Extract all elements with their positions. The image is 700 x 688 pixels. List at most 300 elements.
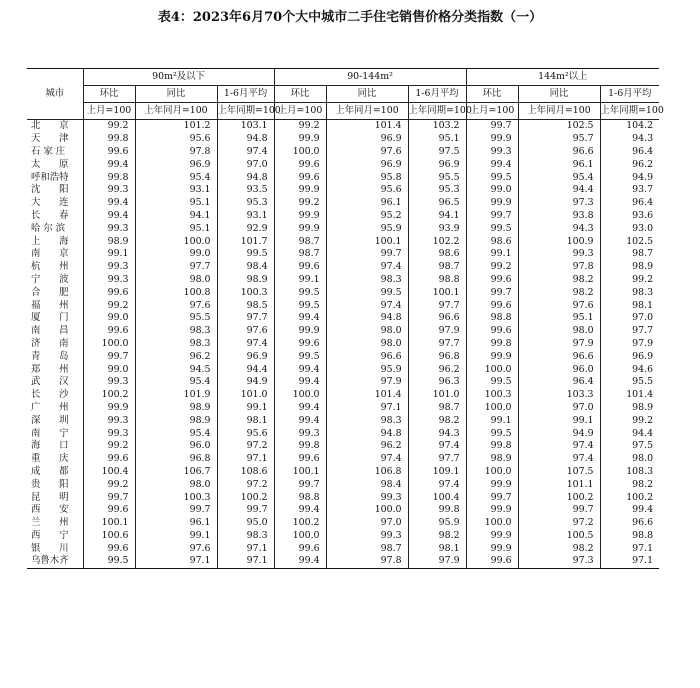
index-value: 98.6 bbox=[466, 235, 518, 248]
index-value: 96.9 bbox=[408, 158, 466, 171]
index-value: 99.2 bbox=[274, 197, 326, 210]
index-value: 96.3 bbox=[408, 376, 466, 389]
index-value: 95.5 bbox=[135, 312, 217, 325]
index-value: 101.4 bbox=[326, 120, 408, 133]
index-value: 99.3 bbox=[326, 530, 408, 543]
index-value: 94.3 bbox=[518, 222, 600, 235]
index-value: 98.7 bbox=[600, 248, 659, 261]
index-value: 96.2 bbox=[408, 363, 466, 376]
index-value: 97.1 bbox=[135, 555, 217, 568]
index-value: 99.0 bbox=[83, 312, 135, 325]
city-name: 合 肥 bbox=[31, 286, 69, 298]
index-value: 97.5 bbox=[408, 146, 466, 159]
index-value: 98.9 bbox=[83, 235, 135, 248]
index-value: 99.1 bbox=[466, 248, 518, 261]
table-row bbox=[27, 312, 659, 325]
city-name: 成 都 bbox=[31, 465, 69, 477]
index-value: 106.8 bbox=[326, 466, 408, 479]
table-row bbox=[27, 158, 659, 171]
index-value: 94.8 bbox=[326, 427, 408, 440]
table-row bbox=[27, 325, 659, 338]
header-base: 上年同月=100 bbox=[326, 103, 408, 120]
city-name: 长 春 bbox=[31, 209, 69, 221]
index-value: 99.9 bbox=[466, 197, 518, 210]
index-value: 97.2 bbox=[217, 478, 274, 491]
table-row bbox=[27, 542, 659, 555]
index-value: 96.4 bbox=[600, 146, 659, 159]
index-value: 98.1 bbox=[408, 542, 466, 555]
table-row bbox=[27, 261, 659, 274]
table-row bbox=[27, 555, 659, 568]
index-value: 97.6 bbox=[518, 299, 600, 312]
header-group-large: 144m²以上 bbox=[466, 69, 659, 86]
header-sub: 1-6月平均 bbox=[217, 86, 274, 103]
index-value: 99.2 bbox=[83, 120, 135, 133]
index-value: 99.6 bbox=[83, 325, 135, 338]
index-value: 108.6 bbox=[217, 466, 274, 479]
city-name: 沈 阳 bbox=[31, 184, 69, 196]
index-value: 99.1 bbox=[518, 414, 600, 427]
index-value: 99.9 bbox=[274, 222, 326, 235]
price-index-table bbox=[27, 68, 664, 569]
index-value: 99.8 bbox=[408, 504, 466, 517]
index-value: 98.6 bbox=[408, 248, 466, 261]
index-value: 98.0 bbox=[326, 338, 408, 351]
table-body bbox=[27, 120, 659, 569]
index-value: 97.6 bbox=[135, 299, 217, 312]
index-value: 99.4 bbox=[274, 414, 326, 427]
table-title: 表4：2023年6月70个大中城市二手住宅销售价格分类指数（一） bbox=[157, 10, 543, 25]
index-value: 99.1 bbox=[466, 414, 518, 427]
index-value: 99.7 bbox=[83, 491, 135, 504]
index-value: 99.9 bbox=[466, 504, 518, 517]
city-name: 呼和浩特 bbox=[31, 171, 69, 183]
index-value: 97.9 bbox=[518, 338, 600, 351]
index-value: 99.9 bbox=[466, 350, 518, 363]
index-value: 97.1 bbox=[326, 402, 408, 415]
index-value: 100.0 bbox=[466, 402, 518, 415]
index-value: 99.6 bbox=[466, 325, 518, 338]
city-name: 杭 州 bbox=[31, 261, 69, 273]
index-value: 98.3 bbox=[326, 274, 408, 287]
header-sub: 1-6月平均 bbox=[408, 86, 466, 103]
index-value: 96.5 bbox=[408, 197, 466, 210]
index-value: 99.4 bbox=[83, 158, 135, 171]
index-value: 100.0 bbox=[326, 504, 408, 517]
index-value: 98.3 bbox=[217, 530, 274, 543]
index-value: 99.0 bbox=[466, 184, 518, 197]
index-value: 95.6 bbox=[135, 133, 217, 146]
index-value: 99.4 bbox=[274, 363, 326, 376]
index-value: 99.8 bbox=[274, 440, 326, 453]
index-value: 99.1 bbox=[83, 248, 135, 261]
index-value: 98.9 bbox=[600, 261, 659, 274]
index-value: 98.3 bbox=[135, 338, 217, 351]
index-value: 99.5 bbox=[466, 427, 518, 440]
index-value: 94.4 bbox=[217, 363, 274, 376]
index-value: 97.7 bbox=[217, 312, 274, 325]
index-value: 103.1 bbox=[217, 120, 274, 133]
index-value: 101.9 bbox=[135, 389, 217, 402]
index-value: 94.6 bbox=[600, 363, 659, 376]
city-name: 贵 阳 bbox=[31, 478, 69, 490]
index-value: 97.2 bbox=[518, 517, 600, 530]
table-row bbox=[27, 453, 659, 466]
table-row bbox=[27, 402, 659, 415]
index-value: 98.7 bbox=[408, 261, 466, 274]
index-value: 97.4 bbox=[408, 478, 466, 491]
index-value: 99.8 bbox=[466, 440, 518, 453]
index-value: 96.6 bbox=[518, 350, 600, 363]
index-value: 99.6 bbox=[466, 299, 518, 312]
index-value: 100.1 bbox=[274, 466, 326, 479]
city-name: 上 海 bbox=[31, 235, 69, 247]
index-value: 97.8 bbox=[518, 261, 600, 274]
city-name: 南 京 bbox=[31, 248, 69, 260]
index-value: 99.4 bbox=[274, 504, 326, 517]
index-value: 98.5 bbox=[217, 299, 274, 312]
index-value: 96.8 bbox=[408, 350, 466, 363]
index-value: 96.9 bbox=[217, 350, 274, 363]
index-value: 97.9 bbox=[326, 376, 408, 389]
index-value: 96.1 bbox=[326, 197, 408, 210]
city-name: 海 口 bbox=[31, 440, 69, 452]
table-row bbox=[27, 466, 659, 479]
index-value: 99.7 bbox=[135, 504, 217, 517]
index-value: 100.0 bbox=[466, 466, 518, 479]
index-value: 99.6 bbox=[83, 146, 135, 159]
index-value: 99.4 bbox=[83, 210, 135, 223]
city-name: 南 昌 bbox=[31, 325, 69, 337]
index-value: 100.0 bbox=[83, 338, 135, 351]
table-row bbox=[27, 376, 659, 389]
index-value: 97.1 bbox=[217, 453, 274, 466]
index-value: 94.1 bbox=[135, 210, 217, 223]
index-value: 94.3 bbox=[600, 133, 659, 146]
index-value: 94.8 bbox=[326, 312, 408, 325]
index-value: 98.2 bbox=[408, 530, 466, 543]
city-name: 兰 州 bbox=[31, 517, 69, 529]
index-value: 96.9 bbox=[600, 350, 659, 363]
index-value: 99.9 bbox=[274, 325, 326, 338]
index-value: 97.8 bbox=[326, 555, 408, 568]
index-value: 93.1 bbox=[135, 184, 217, 197]
index-value: 93.7 bbox=[600, 184, 659, 197]
index-value: 99.9 bbox=[466, 478, 518, 491]
index-value: 100.1 bbox=[408, 286, 466, 299]
city-name: 昆 明 bbox=[31, 491, 69, 503]
index-value: 99.6 bbox=[274, 171, 326, 184]
index-value: 100.0 bbox=[274, 389, 326, 402]
index-value: 97.6 bbox=[326, 146, 408, 159]
index-value: 99.8 bbox=[83, 133, 135, 146]
index-value: 96.6 bbox=[600, 517, 659, 530]
city-name: 重 庆 bbox=[31, 453, 69, 465]
index-value: 101.4 bbox=[600, 389, 659, 402]
index-value: 99.2 bbox=[274, 120, 326, 133]
header-base: 上年同月=100 bbox=[135, 103, 217, 120]
table-row bbox=[27, 350, 659, 363]
index-value: 99.4 bbox=[466, 158, 518, 171]
index-value: 96.2 bbox=[135, 350, 217, 363]
index-value: 97.7 bbox=[135, 261, 217, 274]
table-row bbox=[27, 171, 659, 184]
index-value: 93.9 bbox=[408, 222, 466, 235]
index-value: 99.3 bbox=[83, 414, 135, 427]
city-name: 厦 门 bbox=[31, 312, 69, 324]
index-value: 97.1 bbox=[600, 542, 659, 555]
index-value: 97.0 bbox=[518, 402, 600, 415]
index-value: 99.3 bbox=[83, 376, 135, 389]
index-value: 98.9 bbox=[466, 453, 518, 466]
index-value: 101.0 bbox=[408, 389, 466, 402]
header-group-medium: 90-144m² bbox=[274, 69, 466, 86]
city-name: 广 州 bbox=[31, 401, 69, 413]
index-value: 96.9 bbox=[326, 158, 408, 171]
index-value: 106.7 bbox=[135, 466, 217, 479]
city-name: 宁 波 bbox=[31, 273, 69, 285]
city-name: 北 京 bbox=[31, 120, 69, 132]
index-value: 103.2 bbox=[408, 120, 466, 133]
index-value: 93.0 bbox=[600, 222, 659, 235]
table-row bbox=[27, 197, 659, 210]
index-value: 97.4 bbox=[518, 453, 600, 466]
index-value: 97.4 bbox=[518, 440, 600, 453]
index-value: 98.0 bbox=[518, 325, 600, 338]
index-value: 96.0 bbox=[135, 440, 217, 453]
index-value: 97.1 bbox=[217, 555, 274, 568]
city-name: 西 安 bbox=[31, 504, 69, 516]
index-value: 99.6 bbox=[274, 338, 326, 351]
index-value: 100.2 bbox=[217, 491, 274, 504]
table-row bbox=[27, 427, 659, 440]
index-value: 99.3 bbox=[83, 184, 135, 197]
index-value: 96.6 bbox=[326, 350, 408, 363]
index-value: 99.5 bbox=[274, 299, 326, 312]
index-value: 94.8 bbox=[217, 133, 274, 146]
index-value: 98.9 bbox=[135, 414, 217, 427]
table-row bbox=[27, 363, 659, 376]
index-value: 93.8 bbox=[518, 210, 600, 223]
header-sub: 同比 bbox=[135, 86, 217, 103]
index-value: 98.3 bbox=[600, 286, 659, 299]
header-city: 城市 bbox=[27, 69, 83, 120]
index-value: 102.2 bbox=[408, 235, 466, 248]
index-value: 95.5 bbox=[408, 171, 466, 184]
index-value: 96.4 bbox=[600, 197, 659, 210]
index-value: 100.0 bbox=[135, 235, 217, 248]
index-value: 98.8 bbox=[408, 274, 466, 287]
index-value: 95.4 bbox=[518, 171, 600, 184]
index-value: 99.4 bbox=[600, 504, 659, 517]
table-row bbox=[27, 222, 659, 235]
index-value: 95.2 bbox=[326, 210, 408, 223]
index-value: 99.9 bbox=[83, 402, 135, 415]
index-value: 96.9 bbox=[135, 158, 217, 171]
index-value: 96.1 bbox=[135, 517, 217, 530]
table-row bbox=[27, 389, 659, 402]
index-value: 98.8 bbox=[466, 312, 518, 325]
index-value: 100.0 bbox=[466, 363, 518, 376]
index-value: 99.6 bbox=[466, 274, 518, 287]
index-value: 101.1 bbox=[518, 478, 600, 491]
index-value: 97.9 bbox=[408, 325, 466, 338]
index-value: 101.4 bbox=[326, 389, 408, 402]
index-value: 107.5 bbox=[518, 466, 600, 479]
index-value: 99.6 bbox=[274, 158, 326, 171]
index-value: 99.5 bbox=[274, 350, 326, 363]
index-value: 98.0 bbox=[600, 453, 659, 466]
index-value: 98.9 bbox=[135, 402, 217, 415]
table-row bbox=[27, 274, 659, 287]
index-value: 98.4 bbox=[326, 478, 408, 491]
index-value: 99.9 bbox=[466, 542, 518, 555]
index-value: 99.5 bbox=[466, 222, 518, 235]
index-value: 99.9 bbox=[274, 210, 326, 223]
index-value: 99.1 bbox=[274, 274, 326, 287]
header-base: 上年同期=100 bbox=[600, 103, 659, 120]
city-name: 青 岛 bbox=[31, 350, 69, 362]
index-value: 95.1 bbox=[135, 197, 217, 210]
index-value: 95.1 bbox=[135, 222, 217, 235]
index-value: 95.7 bbox=[518, 133, 600, 146]
index-value: 102.5 bbox=[518, 120, 600, 133]
index-value: 96.8 bbox=[135, 453, 217, 466]
table-row bbox=[27, 184, 659, 197]
index-value: 98.1 bbox=[600, 299, 659, 312]
index-value: 99.2 bbox=[83, 440, 135, 453]
index-value: 99.6 bbox=[274, 453, 326, 466]
header-base: 上月=100 bbox=[83, 103, 135, 120]
index-value: 101.7 bbox=[217, 235, 274, 248]
index-value: 97.9 bbox=[408, 555, 466, 568]
index-value: 95.0 bbox=[217, 517, 274, 530]
index-value: 99.9 bbox=[274, 184, 326, 197]
index-value: 97.8 bbox=[135, 146, 217, 159]
table-row bbox=[27, 286, 659, 299]
index-value: 100.0 bbox=[274, 146, 326, 159]
index-value: 97.7 bbox=[408, 338, 466, 351]
city-name: 武 汉 bbox=[31, 376, 69, 388]
index-value: 94.9 bbox=[518, 427, 600, 440]
index-value: 97.1 bbox=[600, 555, 659, 568]
index-value: 99.1 bbox=[217, 402, 274, 415]
index-value: 100.9 bbox=[518, 235, 600, 248]
table-row bbox=[27, 478, 659, 491]
index-value: 100.3 bbox=[135, 491, 217, 504]
index-value: 100.2 bbox=[274, 517, 326, 530]
index-value: 100.3 bbox=[466, 389, 518, 402]
index-value: 98.9 bbox=[600, 402, 659, 415]
index-value: 99.4 bbox=[274, 376, 326, 389]
index-value: 100.1 bbox=[83, 517, 135, 530]
index-value: 97.7 bbox=[408, 453, 466, 466]
city-name: 石 家 庄 bbox=[31, 145, 66, 157]
index-value: 99.6 bbox=[83, 453, 135, 466]
index-value: 98.2 bbox=[408, 414, 466, 427]
index-value: 97.4 bbox=[326, 299, 408, 312]
header-sub: 同比 bbox=[326, 86, 408, 103]
index-value: 94.3 bbox=[408, 427, 466, 440]
city-name: 天 津 bbox=[31, 133, 69, 145]
index-value: 94.8 bbox=[217, 171, 274, 184]
index-value: 98.0 bbox=[135, 478, 217, 491]
header-sub: 同比 bbox=[518, 86, 600, 103]
index-value: 99.2 bbox=[83, 478, 135, 491]
index-value: 99.7 bbox=[518, 504, 600, 517]
city-name: 郑 州 bbox=[31, 363, 69, 375]
index-value: 95.6 bbox=[217, 427, 274, 440]
table-header bbox=[27, 69, 664, 120]
index-value: 99.7 bbox=[217, 504, 274, 517]
index-value: 99.5 bbox=[326, 286, 408, 299]
index-value: 93.5 bbox=[217, 184, 274, 197]
table-row bbox=[27, 146, 659, 159]
index-value: 109.1 bbox=[408, 466, 466, 479]
index-value: 100.4 bbox=[408, 491, 466, 504]
index-value: 98.0 bbox=[326, 325, 408, 338]
index-value: 96.0 bbox=[518, 363, 600, 376]
index-value: 97.1 bbox=[217, 542, 274, 555]
index-value: 95.3 bbox=[408, 184, 466, 197]
index-value: 99.2 bbox=[600, 274, 659, 287]
index-value: 96.1 bbox=[518, 158, 600, 171]
header-sub: 环比 bbox=[274, 86, 326, 103]
index-value: 99.6 bbox=[83, 542, 135, 555]
index-value: 98.3 bbox=[135, 325, 217, 338]
index-value: 98.2 bbox=[518, 542, 600, 555]
table-row bbox=[27, 517, 659, 530]
index-value: 97.5 bbox=[600, 440, 659, 453]
index-value: 99.5 bbox=[83, 555, 135, 568]
index-value: 108.3 bbox=[600, 466, 659, 479]
index-value: 99.3 bbox=[83, 274, 135, 287]
index-value: 97.3 bbox=[518, 555, 600, 568]
index-value: 99.7 bbox=[83, 350, 135, 363]
index-value: 98.7 bbox=[326, 542, 408, 555]
index-value: 97.0 bbox=[217, 158, 274, 171]
index-value: 99.4 bbox=[274, 402, 326, 415]
index-value: 95.8 bbox=[326, 171, 408, 184]
index-value: 97.4 bbox=[217, 338, 274, 351]
table-row bbox=[27, 235, 659, 248]
index-value: 99.7 bbox=[466, 210, 518, 223]
index-value: 103.3 bbox=[518, 389, 600, 402]
index-value: 99.4 bbox=[83, 197, 135, 210]
index-value: 95.1 bbox=[518, 312, 600, 325]
index-value: 97.3 bbox=[518, 197, 600, 210]
index-value: 100.1 bbox=[326, 235, 408, 248]
index-value: 100.8 bbox=[135, 286, 217, 299]
city-name: 西 宁 bbox=[31, 529, 69, 541]
city-name: 长 沙 bbox=[31, 389, 69, 401]
table-row bbox=[27, 491, 659, 504]
index-value: 99.2 bbox=[600, 414, 659, 427]
index-value: 99.6 bbox=[274, 542, 326, 555]
index-value: 99.7 bbox=[466, 286, 518, 299]
table-row bbox=[27, 440, 659, 453]
index-value: 98.8 bbox=[274, 491, 326, 504]
index-value: 99.3 bbox=[518, 248, 600, 261]
index-value: 95.6 bbox=[326, 184, 408, 197]
index-value: 102.5 bbox=[600, 235, 659, 248]
index-value: 94.1 bbox=[408, 210, 466, 223]
index-value: 99.3 bbox=[83, 222, 135, 235]
index-value: 98.1 bbox=[217, 414, 274, 427]
index-value: 96.6 bbox=[518, 146, 600, 159]
city-name: 乌鲁木齐 bbox=[27, 555, 83, 568]
index-value: 98.8 bbox=[600, 530, 659, 543]
